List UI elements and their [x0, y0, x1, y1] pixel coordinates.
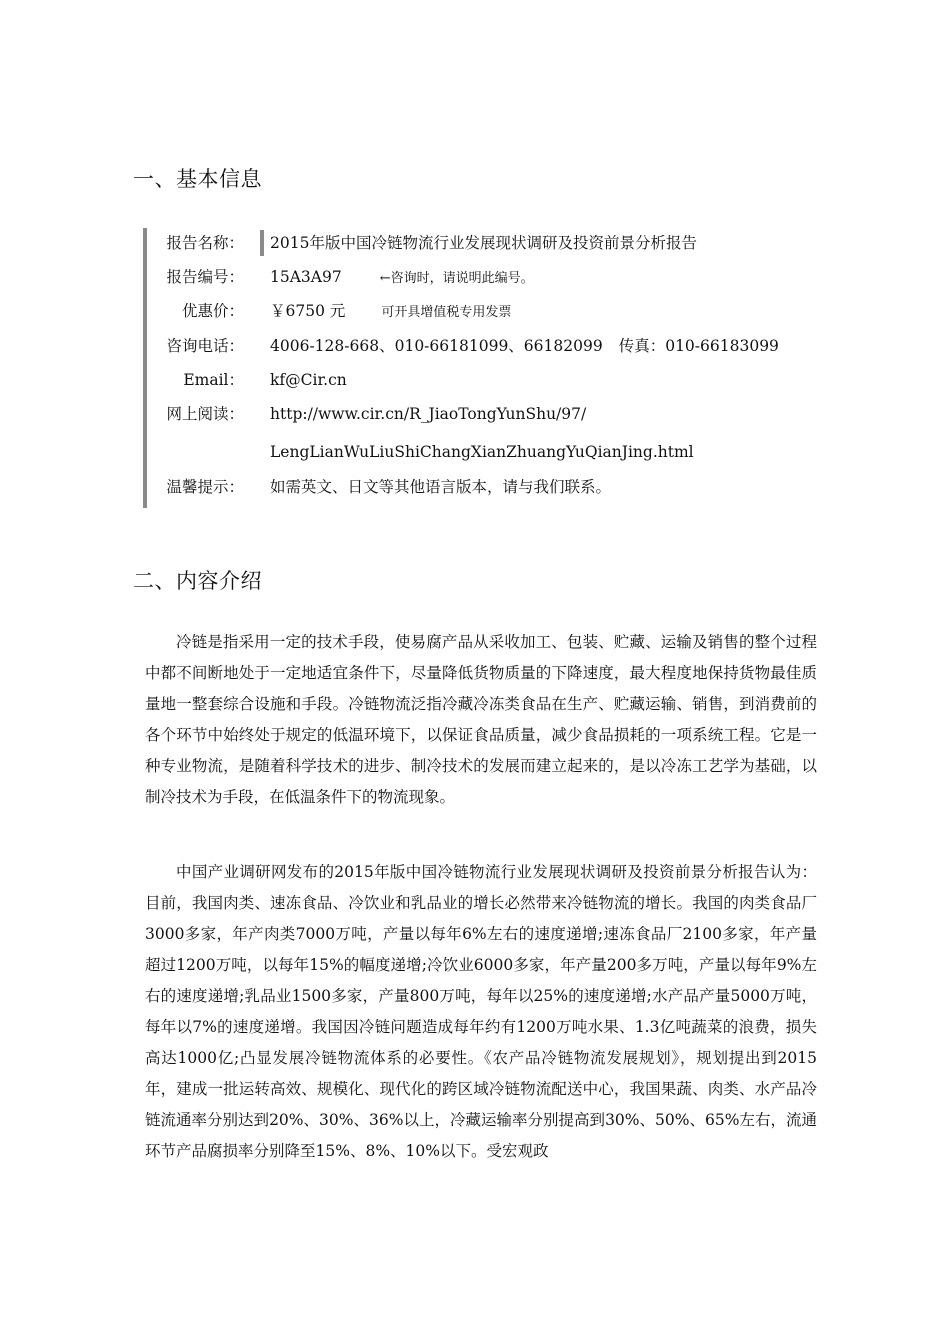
info-box	[143, 228, 827, 508]
url-link-line2[interactable]: LengLianWuLiuShiChangXianZhuangYuQianJing.html	[270, 443, 694, 461]
price-value: ￥6750 元	[270, 302, 346, 320]
url-link-line1[interactable]: http://www.cir.cn/R_JiaoTongYunShu/97/	[270, 405, 587, 423]
price-label: 优惠价：	[181, 302, 244, 320]
phone-value: 4006-128-668、010-66181099、66182099	[270, 337, 603, 355]
section-title-content-intro: 二、内容介绍	[133, 569, 262, 593]
intro-paragraph-2: 中国产业调研网发布的2015年版中国冷链物流行业发展现状调研及投资前景分析报告认为：目前，我国肉类、速冻食品、冷饮业和乳品业的增长必然带来冷链物流的增长。我国的肉类食品厂3000多家，年产肉类7000万吨，产量以每年6%左右的速度递增;速冻食品厂2100多家，年产量超过1200万吨，以每年15%的幅度递增;冷饮业6000多家，年产量200多万吨，产量以每年9%左右的速度递增;乳品业1500多家，产量800万吨，每年以25%的速度递增;水产品产量5000万吨，每年以7%的速度递增。我国因冷链问题造成每年约有1200万吨水果、1.3亿吨蔬菜的浪费，损失高达1000亿;凸显发展冷链物流体系的必要性。《农产品冷链物流发展规划》，规划提出到2015年，建成一批运转高效、规模化、现代化的跨区域冷链物流配送中心，我国果蔬、肉类、水产品冷链流通率分别达到20%、30%、36%以上，冷藏运输率分别提高到30%、50%、65%左右，流通环节产品腐损率分别降至15%、8%、10%以下。受宏观政	[145, 863, 817, 1160]
tip-value: 如需英文、日文等其他语言版本，请与我们联系。	[270, 478, 612, 496]
intro-paragraph-1: 冷链是指采用一定的技术手段，使易腐产品从采收加工、包装、贮藏、运输及销售的整个过程中都不间断地处于一定地适宜条件下，尽量降低货物质量的下降速度，最大程度地保持货物最佳质量地一整套综合设施和手段。冷链物流泛指冷藏冷冻类食品在生产、贮藏运输、销售，到消费前的各个环节中始终处于规定的低温环境下，以保证食品质量，减少食品损耗的一项系统工程。它是一种专业物流，是随着科学技术的进步、制冷技术的发展而建立起来的，是以冷冻工艺学为基础，以制冷技术为手段，在低温条件下的物流现象。	[145, 633, 817, 806]
report-name-value: 2015年版中国冷链物流行业发展现状调研及投资前景分析报告	[260, 230, 697, 256]
fax-value: 传真：010-66183099	[618, 337, 779, 355]
email-link[interactable]: kf@Cir.cn	[270, 371, 347, 389]
price-note: 可开具增值税专用发票	[381, 305, 512, 320]
url-label: 网上阅读：	[166, 405, 244, 423]
report-code-note: ←咨询时，请说明此编号。	[379, 271, 534, 286]
report-code-group	[270, 264, 534, 292]
phone-label: 咨询电话：	[166, 337, 244, 355]
report-code-label: 报告编号：	[166, 268, 244, 286]
phone-group	[270, 333, 779, 359]
report-code-value: 15A3A97	[270, 268, 342, 286]
report-name-label: 报告名称：	[166, 234, 244, 252]
price-group	[270, 298, 511, 326]
tip-label: 温馨提示：	[166, 478, 244, 496]
section-title-basic-info: 一、基本信息	[133, 167, 262, 191]
email-label: Email：	[183, 371, 244, 389]
